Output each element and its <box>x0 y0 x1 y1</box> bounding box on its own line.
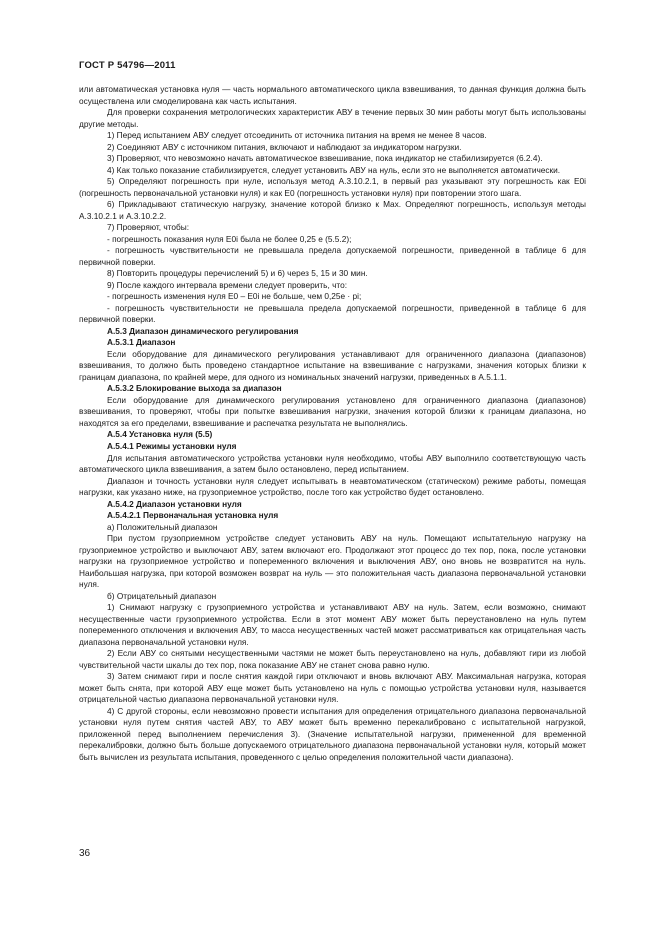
document-body <box>79 84 586 763</box>
section-heading: А.5.3.1 Диапазон <box>107 337 176 348</box>
paragraph: или автоматическая установка нуля — часть нормального автоматического цикла взвешивания, то данная функция должна быть осуществлена или смоделирована как часть испытания. <box>79 84 586 106</box>
list-item: 9) После каждого интервала времени следует проверить, что: <box>107 279 348 290</box>
list-item: - погрешность изменения нуля E0 – E0i не больше, чем 0,25e · pi; <box>107 291 362 302</box>
list-item: 5) Определяют погрешность при нуле, используя метод А.3.10.2.1, в первый раз указывают эту погрешность как E0i (погрешность первоначальной установки нуля) и как E0 (погрешность установки нуля) при повторении этого шага. <box>79 176 586 198</box>
list-item: 2) Соединяют АВУ с источником питания, включают и наблюдают за индикатором нагрузки. <box>107 141 462 152</box>
section-heading: А.5.3 Диапазон динамического регулирования <box>107 325 299 336</box>
paragraph: Если оборудование для динамического регулирования установлено для ограниченного диапазона (диапазонов) взвешивания, то проверяют, чтобы при попытке взвешивания нагрузки, значения которой близки к границам диапазона, но находятся за его пределами, взвешивание и распечатка результата не выполнялись. <box>79 394 586 428</box>
list-item: - погрешность показания нуля E0i была не более 0,25 e (5.5.2); <box>107 233 352 244</box>
list-item: 6) Прикладывают статическую нагрузку, значение которой близко к Max. Определяют погрешность, используя методы А.3.10.2.1 и А.3.10.2.2. <box>79 199 586 221</box>
list-item: 4) Как только показание стабилизируется, следует установить АВУ на нуль, если это не выполняется автоматически. <box>107 164 561 175</box>
paragraph: 3) Затем снимают гири и после снятия каждой гири отключают и вновь включают АВУ. Максимальная нагрузка, которая может быть снята, при которой АВУ еще может быть установлено на нуль с помощью устройства установки нуля, называется отрицательной частью диапазона первоначальной установки нуля. <box>79 671 586 705</box>
list-item: - погрешность чувствительности не превышала предела допускаемой погрешности, приведенной в таблице 6 для первичной поверки. <box>79 302 586 325</box>
paragraph: Для проверки сохранения метрологических характеристик АВУ в течение первых 30 мин работы могут быть использованы другие методы. <box>79 107 586 129</box>
section-heading: А.5.3.2 Блокирование выхода за диапазон <box>107 383 282 394</box>
list-item: 3) Проверяют, что невозможно начать автоматическое взвешивание, пока индикатор не стабилизируется (6.2.4). <box>107 153 543 164</box>
section-heading: А.5.4.1 Режимы установки нуля <box>107 440 237 451</box>
paragraph: Диапазон и точность установки нуля следует испытывать в неавтоматическом (статическом) режиме работы, помещая нагрузки, как указано ниже, на грузоприемное устройство, после того как устройство будет остановлено. <box>79 475 586 498</box>
page-number: 36 <box>79 848 91 859</box>
list-item: 1) Перед испытанием АВУ следует отсоединить от источника питания на время не менее 8 часов. <box>107 130 487 141</box>
paragraph: При пустом грузоприемном устройстве следует установить АВУ на нуль. Помещают испытательную нагрузку на грузоприемное устройство и выключают АВУ, затем включают его. Продолжают этот процесс до тех пор, пока, после установки нагрузки на грузоприемное устройство и попеременного включения и выключения АВУ, оно вновь не возвратится на нуль. Наибольшая нагрузка, при которой возможен возврат на нуль — это положительная часть диапазона первоначальной установки нуля. <box>79 533 586 590</box>
list-item: 8) Повторить процедуры перечислений 5) и 6) через 5, 15 и 30 мин. <box>107 268 368 279</box>
page-header-standard-code: ГОСТ Р 54796—2011 <box>79 60 176 71</box>
section-heading: А.5.4.2.1 Первоначальная установка нуля <box>107 510 279 521</box>
paragraph: Для испытания автоматического устройства установки нуля необходимо, чтобы АВУ выполнило соответствующую часть автоматического цикла взвешивания, а затем было остановлено, перед испытанием. <box>79 452 586 475</box>
paragraph: Если оборудование для динамического регулирования устанавливают для ограниченного диапазона (диапазонов) взвешивания, то должно быть проведено стандартное испытание на взвешивание с нагрузками, значения которых близки к границам диапазона, по крайней мере, для одного из номинальных значений нагрузки, приведенных в А.5.1.1. <box>79 348 586 382</box>
list-item: 7) Проверяют, чтобы: <box>107 222 190 233</box>
paragraph: 1) Снимают нагрузку с грузоприемного устройства и устанавливают АВУ на нуль. Затем, если возможно, снимают несущественные части грузоприемного устройства. Если в этот момент АВУ может быть переустановлено на нуль путем попеременного отключения и включения АВУ, то масса несущественных частей может рассматриваться как отрицательная часть диапазона первоначальной установки нуля. <box>79 602 586 647</box>
list-item: - погрешность чувствительности не превышала предела допускаемой погрешности, приведенной в таблице 6 для первичной поверки. <box>79 245 586 267</box>
section-heading: А.5.4.2 Диапазон установки нуля <box>107 498 242 509</box>
list-item: а) Положительный диапазон <box>107 521 218 532</box>
list-item: б) Отрицательный диапазон <box>107 590 217 601</box>
paragraph: 2) Если АВУ со снятыми несущественными частями не может быть переустановлено на нуль, добавляют гири из любой чувствительной части шкалы до тех пор, пока показание АВУ не станет снова равно нулю. <box>79 648 586 670</box>
section-heading: А.5.4 Установка нуля (5.5) <box>107 429 213 440</box>
paragraph: 4) С другой стороны, если невозможно провести испытания для определения отрицательного диапазона первоначальной установки нуля путем снятия частей АВУ, то АВУ может быть временно перекалибровано с испытательной нагрузкой, приложенной перед выполнением перечисления 3). (Значение испытательной нагрузки, примененной для временной перекалибровки, должно быть больше допускаемого отрицательного диапазона первоначальной установки нуля, который может быть вычислен из результата испытания, проведенного с целью определения положительной части диапазона). <box>79 705 586 762</box>
